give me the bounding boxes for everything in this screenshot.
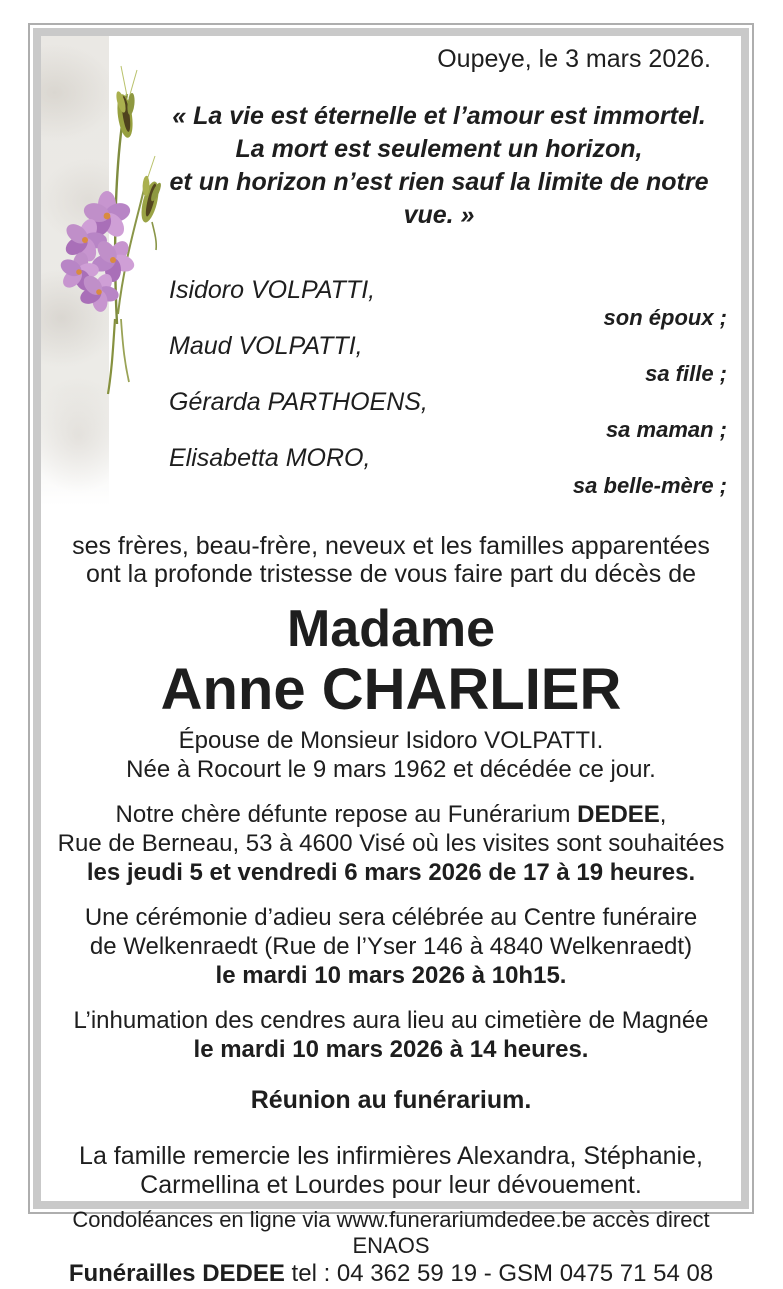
reunion-note xyxy=(41,1086,741,1114)
funeral-home-label: Funérailles DEDEE xyxy=(68,1260,285,1287)
repose-line-suffix: , xyxy=(659,801,667,828)
burial-date-line: le mardi 10 mars 2026 à 14 heures. xyxy=(193,1036,589,1063)
family-member-relation: sa belle-mère ; xyxy=(572,473,727,498)
wheat-ear-icon xyxy=(115,66,137,139)
funeral-home-name: DEDEE xyxy=(577,801,660,828)
contact-numbers: tel : 04 362 59 19 - GSM 0475 71 54 08 xyxy=(284,1260,714,1287)
ceremony-date-line: le mardi 10 mars 2026 à 10h15. xyxy=(215,962,567,989)
repose-line-prefix: Notre chère défunte repose au Funérarium xyxy=(115,801,578,828)
intro-line: ses frères, beau-frère, neveux et les familles apparentées xyxy=(72,532,710,560)
thanks-line: La famille remercie les infirmières Alexandra, Stéphanie, xyxy=(79,1142,703,1170)
ceremony-paragraph xyxy=(41,903,741,990)
card-inner xyxy=(33,28,749,1287)
announcement-intro xyxy=(41,532,741,588)
repose-address-line: Rue de Berneau, 53 à 4600 Visé où les visites sont souhaitées xyxy=(57,830,725,857)
family-member-relation: son époux ; xyxy=(603,305,727,330)
family-member-relation: sa maman ; xyxy=(605,417,727,442)
burial-line: L’inhumation des cendres aura lieu au cimetière de Magnée xyxy=(73,1007,709,1034)
deceased-title: Madame xyxy=(286,600,496,658)
family-list xyxy=(151,276,727,500)
spouse-line: Épouse de Monsieur Isidoro VOLPATTI. xyxy=(178,727,604,754)
online-condolences-line: Condoléances en ligne via www.funerariumdedee.be accès direct ENAOS xyxy=(72,1207,710,1258)
birth-death-line: Née à Rocourt le 9 mars 1962 et décédée ce jour. xyxy=(126,756,656,783)
family-member-relation: sa fille ; xyxy=(645,361,727,386)
quote-line: et un horizon n’est rien sauf la limite de notre vue. » xyxy=(169,168,709,229)
header-section xyxy=(151,44,727,500)
family-member-name: Isidoro VOLPATTI, xyxy=(169,276,376,304)
visits-schedule-line: les jeudi 5 et vendredi 6 mars 2026 de 17 à 19 heures. xyxy=(86,859,696,886)
ceremony-address-line: de Welkenraedt (Rue de l’Yser 146 à 4840 Welkenraedt) xyxy=(89,933,693,960)
deceased-subtitle xyxy=(41,726,741,784)
repose-line xyxy=(41,800,741,829)
thanks-paragraph xyxy=(41,1142,741,1200)
memorial-quote xyxy=(151,100,727,232)
quote-line: « La vie est éternelle et l’amour est immortel. xyxy=(172,102,706,130)
ceremony-line: Une cérémonie d’adieu sera célébrée au Centre funéraire xyxy=(84,904,698,931)
deceased-name: Anne CHARLIER xyxy=(160,657,622,722)
thanks-line: Carmellina et Lourdes pour leur dévouement. xyxy=(140,1171,642,1199)
quote-line: La mort est seulement un horizon, xyxy=(235,135,643,163)
dateline: Oupeye, le 3 mars 2026. xyxy=(437,45,711,73)
family-member-name: Elisabetta MORO, xyxy=(169,444,371,472)
family-member-name: Gérarda PARTHOENS, xyxy=(169,388,428,416)
reunion-line: Réunion au funérarium. xyxy=(250,1086,532,1114)
family-member-name: Maud VOLPATTI, xyxy=(169,332,363,360)
funeral-home-contact-line xyxy=(41,1259,741,1289)
burial-paragraph xyxy=(41,1006,741,1064)
violet-flower-icon xyxy=(58,191,137,313)
repose-paragraph xyxy=(41,800,741,887)
intro-line: ont la profonde tristesse de vous faire part du décès de xyxy=(85,560,697,588)
card-frame xyxy=(28,23,754,1287)
